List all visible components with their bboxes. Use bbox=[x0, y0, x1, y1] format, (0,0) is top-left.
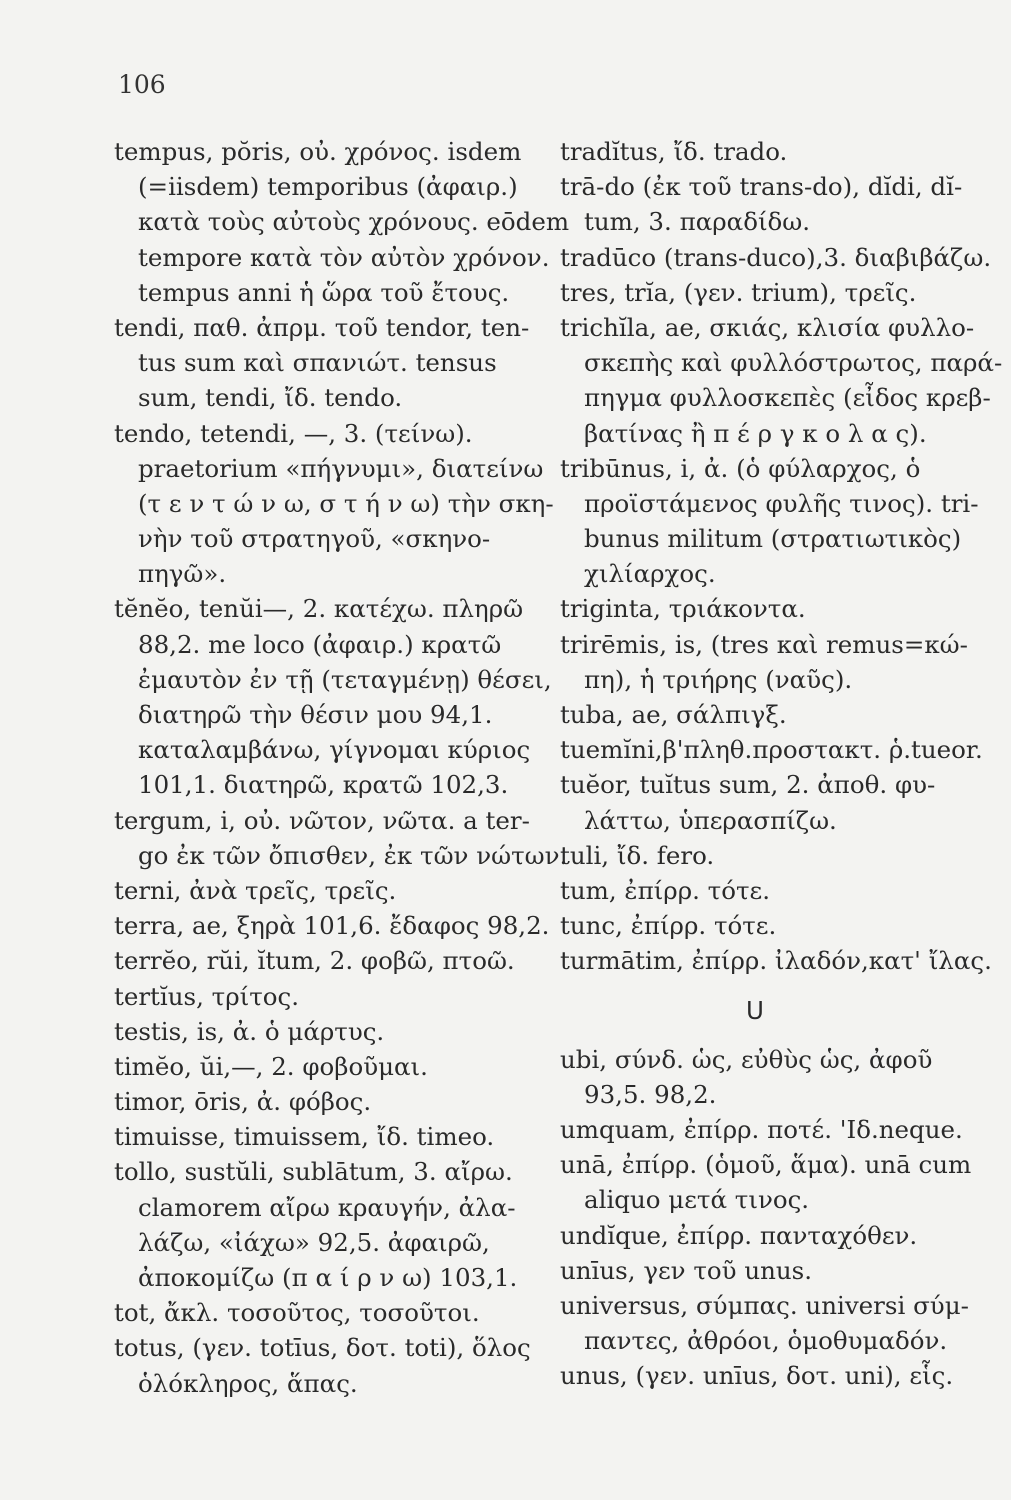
dictionary-line: tradūco (trans-duco),3. διαβιβάζω. bbox=[560, 242, 992, 272]
dictionary-line: unīus, γεν τοῦ unus. bbox=[560, 1255, 813, 1285]
right-column-entries-t bbox=[560, 134, 1003, 979]
dictionary-line: tot, ἄκλ. τοσοῦτος, τοσοῦτοι. bbox=[114, 1298, 480, 1328]
dictionary-line: πη), ἡ τριήρης (ναῦς). bbox=[584, 664, 853, 694]
dictionary-line: νὴν τοῦ στρατηγοῦ, «σκηνο- bbox=[138, 524, 491, 554]
dictionary-line: bunus militum (στρατιωτικὸς) bbox=[584, 524, 962, 554]
dictionary-line: χιλίαρχος. bbox=[584, 559, 716, 589]
dictionary-line: tunc, ἐπίρρ. τότε. bbox=[560, 911, 777, 941]
dictionary-line: tempus anni ἡ ὥρα τοῦ ἔτους. bbox=[138, 277, 510, 307]
dictionary-line: triginta, τριάκοντα. bbox=[560, 594, 806, 624]
left-column bbox=[114, 134, 570, 1401]
dictionary-line: tuemĭni,β'πληθ.προστακτ. ῥ.tueor. bbox=[560, 735, 983, 765]
dictionary-line: tĕnĕo, tenŭi—, 2. κατέχω. πληρῶ bbox=[114, 594, 524, 624]
dictionary-line: κατὰ τοὺς αὐτοὺς χρόνους. eōdem bbox=[138, 207, 570, 237]
right-column bbox=[560, 134, 1003, 1394]
dictionary-line: λάζω, «ἰάχω» 92,5. ἀφαιρῶ, bbox=[138, 1227, 490, 1257]
dictionary-line: 101,1. διατηρῶ, κρατῶ 102,3. bbox=[138, 770, 509, 800]
dictionary-line: tempore κατὰ τὸν αὐτὸν χρόνον. bbox=[138, 242, 550, 272]
dictionary-line: βατίνας ἢ π έ ρ γ κ ο λ α ς). bbox=[584, 418, 927, 448]
dictionary-line: tendi, παθ. ἀπρμ. τοῦ tendor, ten- bbox=[114, 312, 530, 342]
dictionary-line: ἐμαυτὸν ἐν τῇ (τεταγμένῃ) θέσει, bbox=[138, 664, 552, 694]
dictionary-line: tuli, ἴδ. fero. bbox=[560, 840, 715, 870]
dictionary-line: tres, trĭa, (γεν. trium), τρεῖς. bbox=[560, 277, 917, 307]
dictionary-line: trichĭla, ae, σκιάς, κλισία φυλλο- bbox=[560, 312, 975, 342]
dictionary-line: tergum, i, οὐ. νῶτον, νῶτα. a ter- bbox=[114, 805, 530, 835]
dictionary-line: tradĭtus, ἴδ. trado. bbox=[560, 137, 788, 166]
dictionary-line: praetorium «πήγνυμι», διατείνω bbox=[138, 453, 544, 483]
dictionary-line: totus, (γεν. totīus, δοτ. toti), ὅλος bbox=[114, 1333, 531, 1363]
dictionary-line: unus, (γεν. unīus, δοτ. uni), εἷς. bbox=[560, 1361, 954, 1391]
right-column-entries-u bbox=[560, 1042, 990, 1394]
dictionary-line: testis, is, ἀ. ὁ μάρτυς. bbox=[114, 1016, 385, 1046]
dictionary-line: tum, 3. παραδίδω. bbox=[584, 207, 811, 237]
dictionary-line: timĕo, ŭi,—, 2. φοβοῦμαι. bbox=[114, 1051, 428, 1081]
dictionary-line: terni, ἀνὰ τρεῖς, τρεῖς. bbox=[114, 875, 397, 905]
dictionary-line: πηγμα φυλλοσκεπὲς (εἶδος κρεβ- bbox=[584, 383, 991, 413]
dictionary-line: ὁλόκληρος, ἅπας. bbox=[138, 1368, 358, 1398]
dictionary-line: καταλαμβάνω, γίγνομαι κύριος bbox=[138, 735, 531, 765]
section-spacer bbox=[560, 979, 990, 993]
dictionary-line: (=iisdem) temporibus (ἀφαιρ.) bbox=[138, 172, 518, 202]
dictionary-line: universus, σύμπας. universi σύμ- bbox=[560, 1291, 969, 1320]
page-number: 106 bbox=[118, 70, 166, 99]
dictionary-line: unā, ἐπίρρ. (ὁμοῦ, ἅμα). unā cum bbox=[560, 1150, 972, 1180]
dictionary-line: tollo, sustŭli, sublātum, 3. αἴρω. bbox=[114, 1157, 513, 1187]
dictionary-line: tertĭus, τρίτος. bbox=[114, 981, 300, 1011]
dictionary-line: tuĕor, tuĭtus sum, 2. ἀποθ. φυ- bbox=[560, 770, 936, 800]
dictionary-line: παντες, ἀθρόοι, ὁμοθυμαδόν. bbox=[584, 1326, 948, 1356]
dictionary-line: terrĕo, rŭi, ĭtum, 2. φοβῶ, πτοῶ. bbox=[114, 946, 515, 976]
dictionary-line: trirēmis, is, (tres καὶ remus=κώ- bbox=[560, 629, 968, 659]
dictionary-line: διατηρῶ τὴν θέσιν μου 94,1. bbox=[138, 700, 493, 729]
dictionary-line: πηγῶ». bbox=[138, 559, 227, 589]
dictionary-line: tuba, ae, σάλπιγξ. bbox=[560, 700, 787, 729]
dictionary-line: ἀποκομίζω (π α ί ρ ν ω) 103,1. bbox=[138, 1263, 518, 1292]
dictionary-line: (τ ε ν τ ώ ν ω, σ τ ή ν ω) τὴν σκη- bbox=[138, 488, 554, 518]
dictionary-line: tempus, pŏris, οὐ. χρόνος. isdem bbox=[114, 137, 522, 166]
dictionary-line: aliquo μετά τινος. bbox=[584, 1185, 810, 1215]
dictionary-line: προϊστάμενος φυλῆς τινος). tri- bbox=[584, 488, 979, 518]
dictionary-line: sum, tendi, ἴδ. tendo. bbox=[138, 383, 403, 413]
dictionary-line: 88,2. me loco (ἀφαιρ.) κρατῶ bbox=[138, 629, 502, 659]
dictionary-line: go ἐκ τῶν ὄπισθεν, ἐκ τῶν νώτων. bbox=[138, 840, 568, 870]
section-heading-u: U bbox=[746, 995, 764, 1025]
dictionary-line: tribūnus, i, ἀ. (ὁ φύλαρχος, ὁ bbox=[560, 453, 921, 483]
dictionary-line: terra, ae, ξηρὰ 101,6. ἔδαφος 98,2. bbox=[114, 911, 550, 941]
dictionary-line: σκεπὴς καὶ φυλλόστρωτος, παρά- bbox=[584, 348, 1003, 378]
dictionary-line: tus sum καὶ σπανιώτ. tensus bbox=[138, 348, 497, 378]
dictionary-line: 93,5. 98,2. bbox=[584, 1079, 717, 1109]
dictionary-line: tum, ἐπίρρ. τότε. bbox=[560, 875, 771, 905]
dictionary-line: tendo, tetendi, —, 3. (τείνω). bbox=[114, 418, 473, 448]
dictionary-line: turmātim, ἐπίρρ. ἰλαδόν,κατ' ἴλας. bbox=[560, 946, 992, 976]
dictionary-line: clamorem αἴρω κραυγήν, ἀλα- bbox=[138, 1192, 516, 1222]
section-spacer bbox=[560, 1028, 990, 1042]
dictionary-line: umquam, ἐπίρρ. ποτέ. 'Ιδ.neque. bbox=[560, 1115, 963, 1145]
dictionary-line: timuisse, timuissem, ἴδ. timeo. bbox=[114, 1122, 495, 1152]
dictionary-line: λάττω, ὑπερασπίζω. bbox=[584, 805, 837, 835]
dictionary-line: ubi, σύνδ. ὡς, εὐθὺς ὡς, ἀφοῦ bbox=[560, 1044, 933, 1074]
dictionary-line: timor, ōris, ἀ. φόβος. bbox=[114, 1087, 372, 1117]
dictionary-line: undĭque, ἐπίρρ. πανταχόθεν. bbox=[560, 1220, 918, 1250]
dictionary-line: trā-do (ἐκ τοῦ trans-do), dĭdi, dĭ- bbox=[560, 172, 963, 202]
